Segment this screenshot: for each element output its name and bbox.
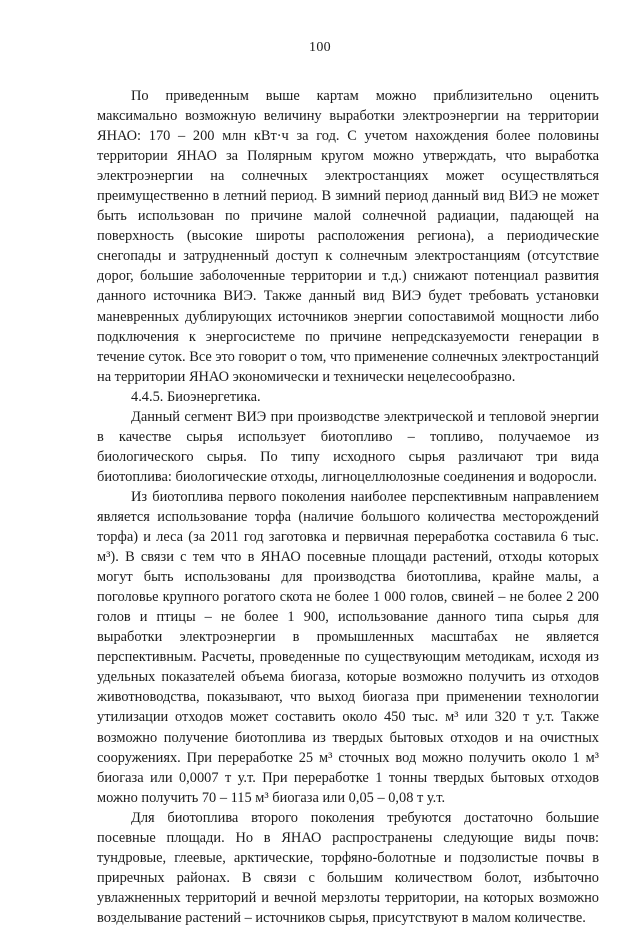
paragraph-solar-conclusion: По приведенным выше картам можно приблизительно оценить максимально возможную величину выработки электроэнергии на территории ЯНАО: 170 – 200 млн кВт·ч за год. С учетом нахождения более половины территории ЯНАО за Полярным кругом можно утверждать, что выработка электроэнергии на солнечных электростанциях может осуществляться преимущественно в летний период. В зимний период данный вид ВИЭ не может быть использован по причине малой солнечной радиации, падающей на поверхность (высокие широты расположения региона), а периодические снегопады и затрудненный доступ к солнечным электростанциям (отсутствие дорог, большие заболоченные территории и т.д.) снижают потенциал развития данного источника ВИЭ. Также данный вид ВИЭ будет требовать установки маневренных дублирующих источников энергии сопоставимой мощности либо подключения к энергосистеме по причине непредсказуемости генерации в течение суток. Все это говорит о том, что применение солнечных электростанций на территории ЯНАО экономически и технически нецелесообразно. (97, 88, 599, 385)
paragraph-second-generation: Для биотоплива второго поколения требуются достаточно большие посевные площади. Но в ЯНАО распространены следующие виды почв: тундровые, глеевые, арктические, торфяно-болотные и подзолистые почвы в приречных районах. В связи с большим количеством болот, избыточно увлажненных территорий и вечной мерзлоты территории, на которых возможно возделывание растений – источников сырья, присутствуют в малом количестве. (97, 809, 599, 926)
body-text (97, 86, 599, 928)
paragraph-first-generation: Из биотоплива первого поколения наиболее перспективным направлением является использование торфа (наличие большого количества месторождений торфа) и леса (за 2011 год заготовка и первичная переработка составила 6 тыс. м³). В связи с тем что в ЯНАО посевные площади растений, отходы которых могут быть использованы для производства биотоплива, крайне малы, а поголовье крупного рогатого скота не более 1 000 голов, свиней – не более 2 200 голов и птицы – не более 1 900, использование данного типа сырья для выработки электроэнергии в промышленных масштабах не является перспективным. Расчеты, проведенные по существующим методикам, исходя из удельных показателей объема биогаза, которые возможно получить из отходов животноводства, показывают, что выход биогаза при применении технологии утилизации отходов может составить около 450 тыс. м³ или 320 т у.т. Также возможно получение биотоплива из твердых бытовых отходов и на очистных сооружениях. При переработке 25 м³ сточных вод можно получить около 1 м³ биогаза или 0,0007 т у.т. При переработке 1 тонны твердых бытовых отходов можно получить 70 – 115 м³ биогаза или 0,05 – 0,08 т у.т. (97, 488, 599, 806)
page-number: 100 (309, 40, 331, 55)
section-heading-bioenergy: 4.4.5. Биоэнергетика. (131, 388, 261, 405)
paragraph-biofuel-types: Данный сегмент ВИЭ при производстве электрической и тепловой энергии в качестве сырья использует биотопливо – топливо, получаемое из биологического сырья. По типу исходного сырья различают три вида биотоплива: биологические отходы, лигноцеллюлозные соединения и водоросли. (97, 408, 599, 485)
